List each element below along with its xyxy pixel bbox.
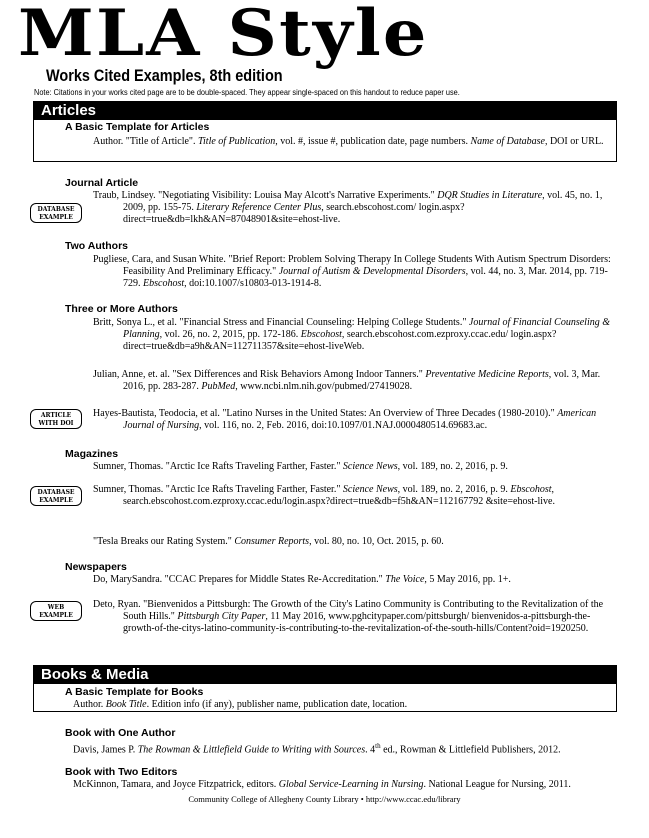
page-title: MLA Style [18, 0, 429, 71]
section-bar-articles: Articles [33, 101, 617, 120]
articles-template-heading: A Basic Template for Articles [65, 121, 210, 133]
spacing-note: Note: Citations in your works cited page are to be double-spaced. They appear single-spaced on this handout to reduce paper use. [34, 88, 460, 97]
badge-web-example: WEB EXAMPLE [30, 601, 82, 621]
citation-magazine-sumner: Sumner, Thomas. "Arctic Ice Rafts Traveling Farther, Faster." Science News, vol. 189, no. 2, 2016, p. 9. [93, 461, 508, 472]
citation-magazine-sumner-db: Sumner, Thomas. "Arctic Ice Rafts Traveling Farther, Faster." Science News, vol. 189, no. 2, 2016, p. 9. Ebscohost, search.ebscohost.com.ezproxy.ccac.edu/login.aspx?direct=true&db=f5h&AN=112167792 &site=ehost-live. [93, 484, 555, 508]
badge-database-example: DATABASE EXAMPLE [30, 203, 82, 223]
citation-newspaper-deto: Deto, Ryan. "Bienvenidos a Pittsburgh: The Growth of the City's Latino Community is Contributing to the Revitalization of the South Hills." Pittsburgh City Paper, 11 May 2016, www.pghcitypaper.com/pittsburgh/ bienvenidos-a-pittsburgh-the-growth-of-the-citys-latino-community-is-contributing-to-the-revitalization-of-the-south-hills/Content?oid=1920250. [93, 599, 604, 635]
page-subtitle: Works Cited Examples, 8th edition [46, 66, 283, 85]
books-template-heading: A Basic Template for Books [65, 686, 204, 698]
heading-journal-article: Journal Article [65, 177, 139, 189]
heading-newspapers: Newspapers [65, 561, 127, 573]
citation-three-authors-hayes: Hayes-Bautista, Teodocia, et al. "Latino Nurses in the United States: An Overview of Three Decades (1980-2010)." American Journal of Nursing, vol. 116, no. 2, Feb. 2016, doi:10.1097/01.NAJ.0000480514.69683.ac. [93, 408, 597, 432]
footer-bullet: • [360, 794, 364, 804]
citation-magazine-tesla: "Tesla Breaks our Rating System." Consumer Reports, vol. 80, no. 10, Oct. 2015, p. 60. [93, 536, 444, 547]
heading-book-one-author: Book with One Author [65, 727, 176, 739]
badge-article-with-doi: ARTICLE WITH DOI [30, 409, 82, 429]
citation-three-authors-julian: Julian, Anne, et. al. "Sex Differences and Risk Behaviors Among Indoor Tanners." Preventative Medicine Reports, vol. 3, Mar. 2016, pp. 283-287. PubMed, www.ncbi.nlm.nih.gov/pubmed/27419028. [93, 369, 601, 393]
citation-book-davis: Davis, James P. The Rowman & Littlefield Guide to Writing with Sources. 4th ed., Rowman & Littlefield Publishers, 2012. [73, 742, 561, 756]
footer-url[interactable]: http://www.ccac.edu/library [365, 794, 461, 804]
citation-newspaper-do: Do, MarySandra. "CCAC Prepares for Middle States Re-Accreditation." The Voice, 5 May 2016, pp. 1+. [93, 574, 511, 585]
section-bar-books: Books & Media [33, 665, 617, 684]
badge-database-example-2: DATABASE EXAMPLE [30, 486, 82, 506]
footer [0, 794, 649, 804]
books-template-citation: Author. Book Title. Edition info (if any), publisher name, publication date, location. [73, 699, 408, 710]
heading-two-authors: Two Authors [65, 240, 128, 252]
citation-journal-traub: Traub, Lindsey. "Negotiating Visibility: Louisa May Alcott's Narrative Experiments." DQR Studies in Literature, vol. 45, no. 1, 2009, pp. 155-75. Literary Reference Center Plus, search.ebscohost.com/ login.aspx?direct=true&db=lkh&AN=87048901&site=ehost-live. [93, 190, 603, 226]
heading-magazines: Magazines [65, 448, 119, 460]
citation-three-authors-britt: Britt, Sonya L., et al. "Financial Stress and Financial Counseling: Helping College Students." Journal of Financial Counseling & Planning, vol. 26, no. 2, 2015, pp. 172-186. Ebscohost, search.ebscohost.com.ezproxy.ccac.edu/ login.aspx?direct=true&db=a9h&AN=112711357&site=ehost-liveWeb. [93, 317, 611, 353]
footer-library: Community College of Allegheny County Library [188, 794, 359, 804]
citation-two-authors-pugliese: Pugliese, Cara, and Susan White. "Brief Report: Problem Solving Therapy In College Students With Autism Spectrum Disorders: Feasibility And Preliminary Efficacy." Journal of Autism & Developmental Disorders, vol. 44, no. 3, Mar. 2014, pp. 719-729. Ebscohost, doi:10.1007/s10803-013-1914-8. [93, 254, 611, 290]
heading-book-two-editors: Book with Two Editors [65, 766, 178, 778]
citation-book-mckinnon: McKinnon, Tamara, and Joyce Fitzpatrick, editors. Global Service-Learning in Nursing. National League for Nursing, 2011. [73, 779, 571, 790]
heading-three-authors: Three or More Authors [65, 303, 178, 315]
articles-template-citation: Author. "Title of Article". Title of Publication, vol. #, issue #, publication date, page numbers. Name of Database, DOI or URL. [93, 136, 604, 147]
